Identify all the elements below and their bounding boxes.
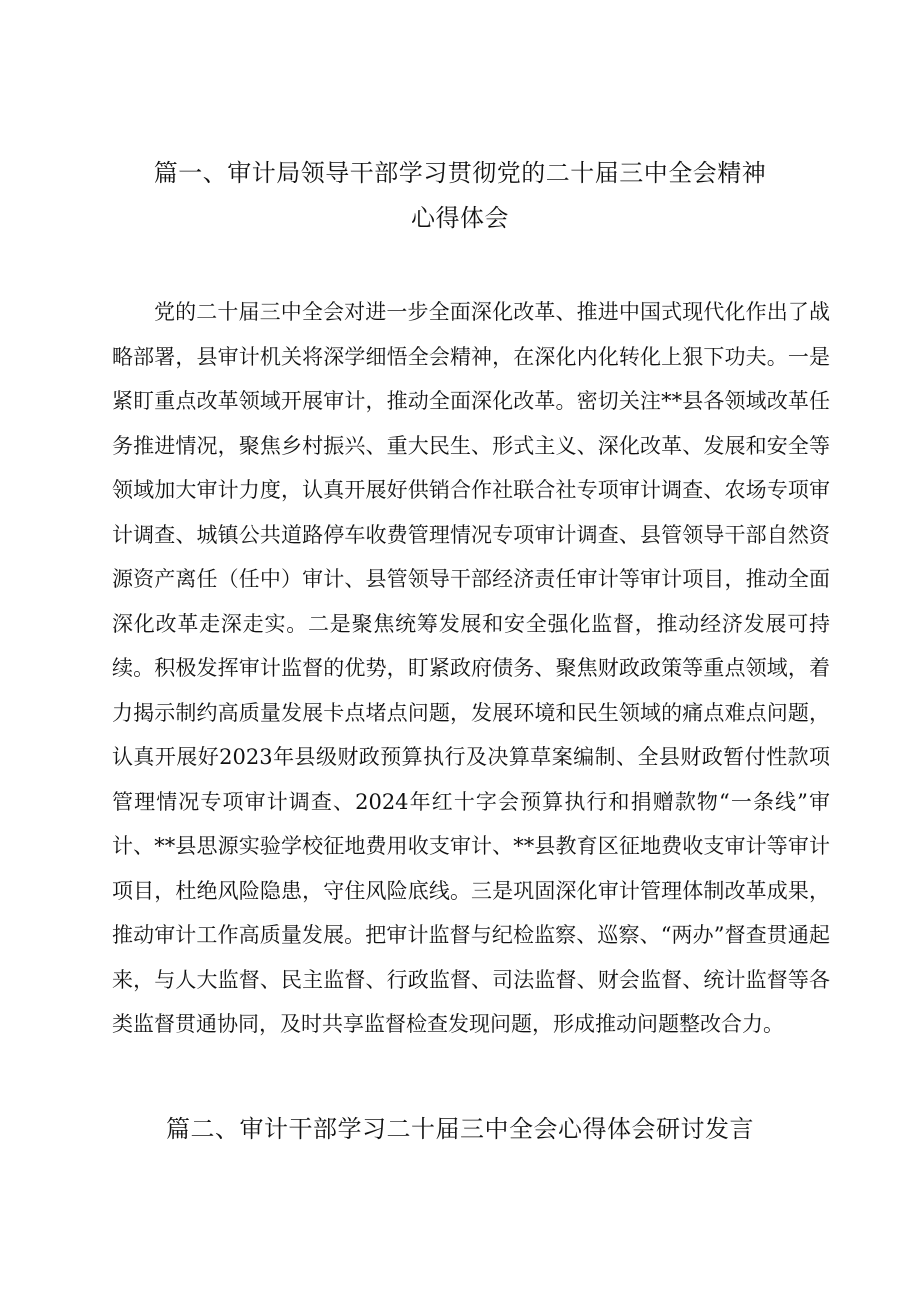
article-1-paragraph: 党的二十届三中全会对进一步全面深化改革、推进中国式现代化作出了战略部署，县审计机关将深学细悟全会精神，在深化内化转化上狠下功夫。一是紧盯重点改革领域开展审计，推动全面深化改革。密切关注**县各领域改革任务推进情况，聚焦乡村振兴、重大民生、形式主义、深化改革、发展和安全等领域加大审计力度，认真开展好供销合作社联合社专项审计调查、农场专项审计调查、城镇公共道路停车收费管理情况专项审计调查、县管领导干部自然资源资产离任（任中）审计、县管领导干部经济责任审计等审计项目，推动全面深化改革走深走实。二是聚焦统筹发展和安全强化监督，推动经济发展可持续。积极发挥审计监督的优势，盯紧政府债务、聚焦财政政策等重点领域，着力揭示制约高质量发展卡点堵点问题，发展环境和民生领域的痛点难点问题，认真开展好2023年县级财政预算执行及决算草案编制、全县财政暂付性款项管理情况专项审计调查、2024年红十字会预算执行和捐赠款物“一条线”审计、**县思源实验学校征地费用收支审计、**县教育区征地费收支审计等审计项目，杜绝风险隐患，守住风险底线。三是巩固深化审计管理体制改革成果，推动审计工作高质量发展。把审计监督与纪检监察、巡察、“两办”督查贯通起来，与人大监督、民主监督、行政监督、司法监督、财会监督、统计监督等各类监督贯通协同，及时共享监督检查发现问题，形成推动问题整改合力。 bbox=[112, 300, 830, 1036]
article-2-title: 篇二、审计干部学习二十届三中全会心得体会研讨发言 bbox=[166, 1115, 754, 1143]
article-1-title-line-2: 心得体会 bbox=[411, 204, 509, 232]
article-1-title-line-1: 篇一、审计局领导干部学习贯彻党的二十届三中全会精神 bbox=[153, 159, 767, 187]
